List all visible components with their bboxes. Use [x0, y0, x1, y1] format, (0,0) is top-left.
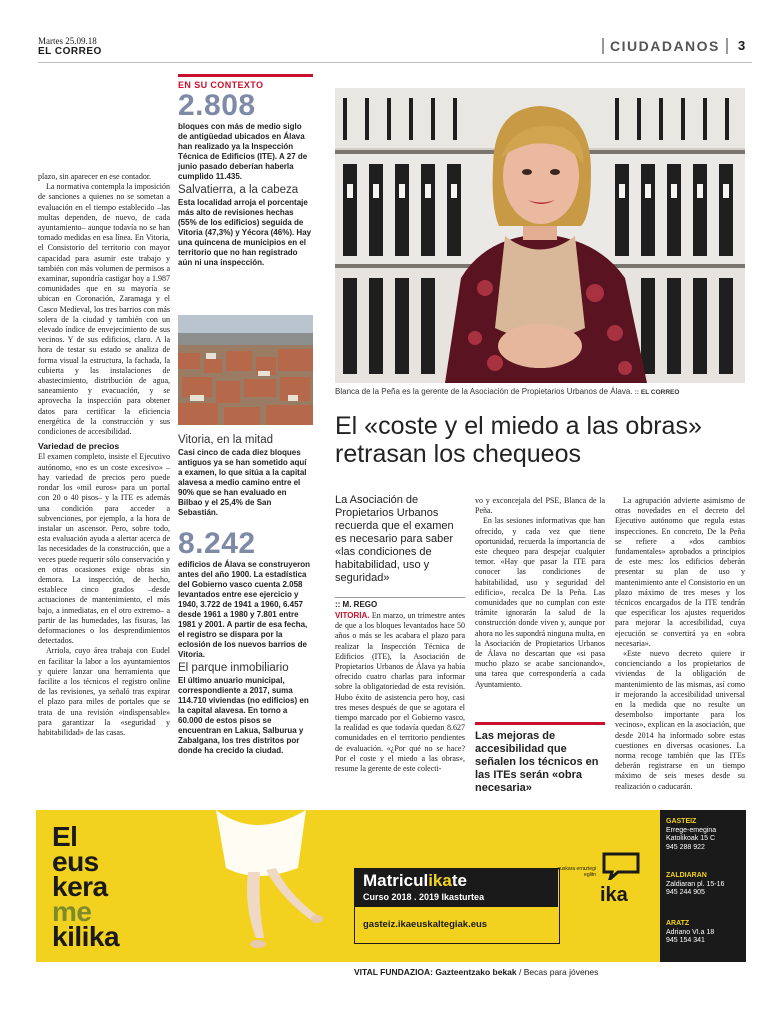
photo-caption: [335, 387, 745, 396]
ad-location-line: Adriano VI.a 18: [666, 928, 715, 936]
speech-bubble-icon: [600, 852, 642, 880]
stat-number: 2.808: [178, 89, 256, 122]
stat-number: 8.242: [178, 527, 256, 560]
stat-text: Casi cinco de cada diez bloques antiguos ya se han sometido aquí a examen, lo que sitúa a la capital alavesa a medio camino entre el 90% que se han evaluado en Bilbao y el 25,4% de San Sebastián.: [178, 448, 307, 517]
sidebar-subheading: Salvatierra, a la cabeza: [178, 184, 299, 196]
ad-location-line: Katolikoak 15 C: [666, 835, 716, 842]
header-section: CIUDADANOS: [602, 38, 728, 54]
ad-slogan-line: eus: [52, 846, 99, 877]
ad-location: [666, 920, 714, 946]
ad-location: [666, 818, 716, 852]
header-newspaper-name: EL CORREO: [38, 46, 102, 57]
ad-footer-bar: [36, 962, 746, 983]
ad-location-line: 945 154 341: [666, 937, 705, 944]
article-paragraph: En marzo, un trimestre antes de que a los bloques levantados hace 50 años o más se les acabara el plazo para realizar la Inspección Técnica de Edificios (ITE), la Asociación de Propietarios Urbanos de Álava ya había ofrecido cuatro charlas para informar sobre la obligatoriedad de esta revisión. Hubo éxito de asistencia pero hoy, casi tres meses después de que se agotara el tiempo marcado por el Gobierno vasco, la realidad es que todavía quedan 8.627 comunidades en el territorio pendientes de evaluación. «¿Por qué no se hace? Por el coste y el miedo a las obras», resume la gerente de este colecti-: [335, 611, 465, 774]
main-photo: [335, 88, 745, 383]
article-paragraph: En las sesiones informativas que han ofrecido, y cada vez que tiene oportunidad, recuerda la importancia de este chequeo para despejar cualquier temor. «Hay que pasar la ITE para conocer las condiciones de habitabilidad, uso y seguridad del edificio», recalca De la Peña. Las comunidades que no cumplan con este trámite ignorarán la salud de la construcción donde viven y, aunque por ahora no les supondrá ninguna multa, en la Asociación de Propietarios Urbanos de Álava no descartan que «si pasa mucho plazo se acabe sancionando», una tarea que correspondería a cada Ayuntamiento.: [475, 516, 605, 689]
ad-location-name: GASTEIZ: [666, 818, 697, 825]
ad-locations-panel: [660, 810, 746, 962]
ad-title-part: Matricul: [363, 871, 429, 890]
ad-location-line: 945 288 922: [666, 843, 705, 851]
ad-location-line: 945 244 905: [666, 889, 705, 896]
article-dateline: VITORIA.: [335, 611, 370, 620]
advertisement: [36, 810, 746, 983]
header-page-number: 3: [738, 38, 746, 53]
ad-footer: [354, 967, 598, 977]
ad-location-name: ZALDIARAN: [666, 872, 707, 879]
col1-paragraph: plazo, sin aparecer en ese contador.: [38, 172, 152, 181]
pull-quote: Las mejoras de accesibilidad que señalen los técnicos en las ITEs serán «obra necesaria»: [475, 722, 605, 795]
ad-slogan-line: me: [52, 896, 92, 927]
ad-footer-rest: / Becas para jóvenes: [516, 967, 599, 977]
ad-slogan-line: kera: [52, 871, 108, 902]
ad-title-part: te: [451, 871, 467, 890]
ad-logo-text: ika: [600, 884, 628, 906]
header-date: Martes 25.09.18: [38, 36, 97, 46]
ad-title-part: ika: [428, 871, 452, 890]
article-column-1: [335, 611, 465, 774]
header-rule: [38, 62, 752, 63]
ad-slogan: [52, 821, 120, 952]
dancer-illustration: [186, 810, 326, 962]
ad-footer-bold: VITAL FUNDAZIOA: Gazteentzako bekak: [354, 967, 517, 977]
article-column-2: [475, 496, 605, 690]
sidebar-subheading: Vitoria, en la mitad: [178, 434, 274, 446]
context-label: EN SU CONTEXTO: [178, 74, 313, 90]
article-headline: El «coste y el miedo a las obras» retrasan los chequeos: [335, 412, 702, 468]
article-lead: La Asociación de Propietarios Urbanos recuerda que el examen es necesario para saber «las condiciones de habitabilidad, uso y seguridad»: [335, 494, 454, 584]
ad-logo-tagline: euskara erraztegi eglitn: [557, 866, 596, 878]
caption-credit: :: EL CORREO: [634, 389, 680, 396]
col1-paragraph: La normativa contempla la imposición de sanciones a quienes no se sometan a evaluación en el tiempo establecido –las multas dependen, de nuevo, de cada ayuntamiento– aunque todavía no se han tomado medidas en esa línea. En Vitoria, el Consistorio del territorio con mayor capacidad para asumir este trabajo y también con más volumen de permisos a examinar, supondría castigar hoy a 1.987 comunidades que en su mayoría se ubican en Coronación, Zaramaga y el Casco Medieval, los tres barrios con más solera de la ciudad y también con un elevado índice de envejecimiento de sus vecinos. Y de sus edificios, claro. A la hora de testar su estado se analiza de forma visual la estructura, la fachada, la cubierta y las instalaciones de abastecimiento, distribución de agua, saneamiento y evacuación, y se aprovecha la inspección para obtener datos para certificar la eficiencia energética de la construcción y sus condiciones de accesibilidad.: [38, 182, 170, 437]
article-paragraph: La agrupación advierte asimismo de otras novedades en el decreto del Ejecutivo autónomo que regula estas inspecciones. En concreto, De la Peña se refiere a «dos cambios fundamentales» aprobados a principios de este mes: los edificios deberán presentar su plan de uso y mantenimiento ante el Consistorio en un plazo máximo de tres meses y los técnicos encargados de la ITE tendrán que especificar los ajustes requeridos para mejorar la accesibilidad, cuya ejecución se convertirá ya en «obra necesaria».: [615, 496, 745, 648]
stat-text: edificios de Álava se construyeron antes del año 1900. La estadística del Gobierno vasco cuenta 2.058 levantados entre ese ejercicio y 1940, 3.722 de 1941 a 1960, 6.457 desde 1961 a 1980 y 7.801 entre 1981 y 2001. A partir de esa fecha, el registro se dispara por la eclosión de los nuevos barrios de Vitoria.: [178, 560, 311, 659]
ad-course: Curso 2018 . 2019 Ikasturtea: [363, 892, 485, 902]
ad-location-line: Zaldiaran pl. 15-16: [666, 880, 725, 888]
article-byline: :: M. REGO: [335, 597, 465, 609]
col1-subheading: Variedad de precios: [38, 441, 120, 452]
col1-paragraph: Arriola, cuyo área trabaja con Eudel en facilitar la labor a los ayuntamientos y quiere lanzar una herramienta que facilite a los técnicos el registro online de las revisiones, ya señaló tras expirar el plazo para miles de portales que se trata de una revisión «indispensable» para garantizar la «seguridad y habitabilidad» de las casas.: [38, 646, 170, 737]
stat-text: bloques con más de medio siglo de antigüedad ubicados en Álava han realizado ya la Inspección Técnica de Edificios (ITE). A 27 de junio pasado deberían haberla cumplido 11.435.: [178, 122, 308, 181]
context-sidebar: [178, 74, 313, 268]
stat-text: Esta localidad arroja el porcentaje más alto de revisiones hechas (55% de los edificios) seguida de Vitoria (47,3%) y Yécora (46%). Hay una quincena de municipios en el territorio que no han registrado aún ni una inspección.: [178, 198, 312, 267]
ad-location: [666, 872, 724, 898]
sidebar-subheading: El parque inmobiliario: [178, 662, 289, 674]
stat-text: El último anuario municipal, correspondiente a 2017, suma 114.710 viviendas (no edificios) en la capital alavesa. En torno a 60.000 de estos pisos se encuentran en Lakua, Salburua y Zabalgana, los tres distritos por donde ha crecido la ciudad.: [178, 676, 309, 755]
caption-text: Blanca de la Peña es la gerente de la Asociación de Propietarios Urbanos de Álava.: [335, 387, 633, 396]
article-paragraph: vo y exconcejala del PSE, Blanca de la Peña.: [475, 496, 605, 516]
vitoria-city-photo: [178, 315, 313, 425]
ad-logo: [600, 852, 642, 906]
ad-location-name: ARATZ: [666, 920, 690, 927]
article-column-3: [615, 496, 745, 792]
column-1: [38, 172, 170, 738]
ad-location-line: Errege-emegina: [666, 826, 717, 834]
col1-paragraph: El examen completo, insiste el Ejecutivo autónomo, «no es un coste excesivo» –hay variedad de precios pero puede rondar los «mil euros» para un portal con 20 o 40 pisos– y la ITE es además una condición para acceder a subvenciones, por ejemplo, a la hora de instalar un ascensor. Pero, sobre todo, esta evaluación ayuda a alertar acerca de las necesidades de la construcción, que a veces puede requerir sólo conservación y en otras ocasiones exige obras sin demora. La inspección, de hecho, establece cinco grados –desde actuaciones de mantenimiento, el más bajo, a inmediatas, en el otro extremo– a partir de las humedades, las fisuras, las deformaciones o los desprendimientos detectados.: [38, 452, 170, 646]
ad-ticket: [354, 868, 560, 944]
ad-slogan-line: El: [52, 821, 78, 852]
ad-url[interactable]: gasteiz.ikaeuskaltegiak.eus: [363, 919, 488, 930]
context-sidebar-lower: [178, 432, 313, 756]
ad-title: [363, 871, 467, 891]
article-paragraph: «Este nuevo decreto quiere ir concienciando a los propietarios de viviendas de la obligación de mantenimiento de las mismas, así como ir mejorando la accesibilidad universal en la medida que no resulte un desembolso importante para los vecinos», explican en la asociación, que desde 2014 ha informado sobre estas cuestiones en diversas ocasiones. La norma recoge también que las ITEs deberán registrarse en un tiempo máximo de seis meses desde su realización o caducarán.: [615, 649, 745, 791]
ad-slogan-line: kilika: [52, 921, 120, 952]
